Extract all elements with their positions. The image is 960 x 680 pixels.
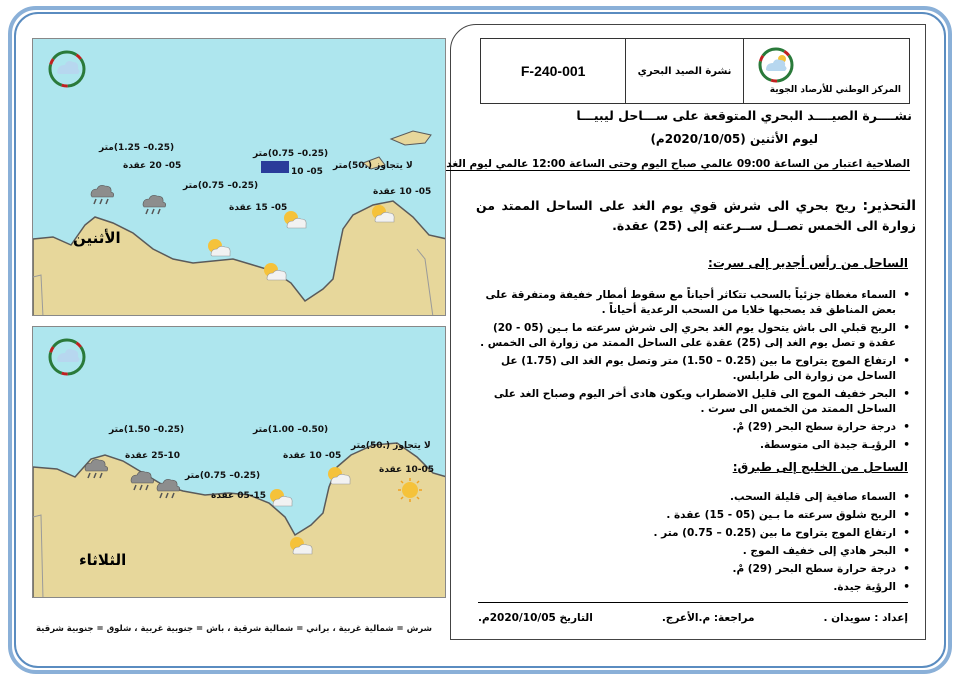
- partly-cloudy-icon: [367, 201, 397, 227]
- east-wind-label: 05- 10 عقدة: [373, 187, 432, 197]
- partly-cloudy-icon: [285, 533, 315, 559]
- partly-cloudy-icon: [323, 463, 353, 489]
- forecast-map-monday: [32, 38, 446, 316]
- list-item: • الرؤيـة جيدة الى متوسطة.: [480, 438, 910, 453]
- east-wave-label: لا يتجاوز (.50)متر: [333, 161, 413, 171]
- west-wave-label: (0.25– 1.25)متر: [99, 143, 175, 153]
- gulf-wave-label: (0.25– 0.75)متر: [183, 181, 259, 191]
- east-wave-label: لا يتجاوز (.50)متر: [351, 441, 431, 451]
- list-item: • درجة حرارة سطح البحر (29) مْ.: [480, 420, 910, 435]
- bulletin-title: نشــــرة الصيــــد البحري المتوقعة على ســـاحل ليبيـــا: [576, 108, 912, 123]
- bulletin-date: ليوم الأثنين (2020/10/05م): [650, 132, 818, 146]
- list-item: • السماء مغطاة جزئياً بالسحب تتكاثر أحياناً مع سقوط أمطار خفيفة ومتفرقة على بعض المناطق قد يصحبها خلايا من السحب الرعدية أحياناً .: [480, 288, 910, 318]
- list-item: • الريح شلوق سرعته ما بـين (05 - 15) عقدة .: [480, 508, 910, 523]
- org-logo-small: [47, 49, 87, 89]
- list-item: • ارتفاع الموج يتراوح ما بين (0.25 – 1.50) متر وتصل يوم الغد الى (1.75) عل الساحل من زوارة الى طرابلس.: [480, 354, 910, 384]
- warning-block: [476, 196, 916, 236]
- gulf-wave-label: (0.25– 0.75)متر: [185, 471, 261, 481]
- org-logo-icon: [754, 45, 798, 85]
- list-item: • السماء صافية إلى قليلة السحب.: [480, 490, 910, 505]
- footer-divider: [478, 602, 908, 603]
- west-wind-label: 05- 20 عقدة: [123, 161, 182, 171]
- section-heading-west: الساحل من رأس أجدير إلى سرت:: [708, 256, 908, 270]
- map-day-label: الأثنين: [73, 229, 121, 247]
- partly-cloudy-icon: [203, 235, 233, 261]
- sun-icon: [395, 477, 425, 503]
- west-wind-label: 25-10 عقدة: [125, 451, 181, 461]
- bulletin-name: نشرة الصيد البحري: [625, 39, 742, 103]
- list-item: • الرؤية جيدة.: [480, 580, 910, 595]
- partly-cloudy-icon: [265, 485, 295, 511]
- prepared-by: إعداد : سويدان .: [823, 612, 908, 624]
- partly-cloudy-icon: [259, 259, 289, 285]
- section-heading-east: الساحل من الخليج إلى طبرق:: [732, 460, 908, 474]
- rain-cloud-icon: [81, 455, 111, 481]
- org-logo-small: [47, 337, 87, 377]
- wind-direction-legend: شرش = شمالية غربية ، براني = شمالية شرقية ، باش = جنوبية غربية ، شلوق = جنوبية شرقية: [36, 624, 432, 634]
- list-item: • ارتفاع الموج يتراوح ما بين (0.25 – 0.75) متر .: [480, 526, 910, 541]
- east-wind-label: 10-05 عقدة: [379, 465, 435, 475]
- central-wind-label: 05- 10 عقدة: [283, 451, 342, 461]
- footer: [478, 612, 908, 624]
- reviewed-by: مراجعة: م.الأعرج.: [661, 612, 755, 624]
- gulf-wind-label: 05- 15 عقدة: [229, 203, 288, 213]
- central-wind-label: 05- 10: [291, 167, 323, 177]
- rain-cloud-icon: [153, 475, 183, 501]
- list-item: • درجة حرارة سطح البحر (29) مْ.: [480, 562, 910, 577]
- partly-cloudy-icon: [279, 207, 309, 233]
- header-table: [480, 38, 910, 104]
- rain-cloud-icon: [139, 191, 169, 217]
- list-item: • الريح قبلي الى باش يتحول يوم الغد بحري إلى شرش سرعته ما بـين (05 - 20) عقدة و تصل يوم الغد إلى (25) عقدة على الساحل الممتد من زوارة الى الخمس .: [480, 321, 910, 351]
- warning-heading: التحذير:: [862, 198, 916, 214]
- org-name: المركز الوطني للأرصاد الجوية: [769, 85, 901, 95]
- west-wave-label: (0.25– 1.50)متر: [109, 425, 185, 435]
- gulf-wind-label: 05-15 عقدة: [211, 491, 267, 501]
- list-item: • البحر هادي إلى خفيف الموج .: [480, 544, 910, 559]
- central-wave-label: (0.25– 0.75)متر: [253, 149, 329, 159]
- central-wave-label: (0.50– 1.00)متر: [253, 425, 329, 435]
- list-item: • البحر خفيف الموج الى قليل الاضطراب ويكون هادى أخر اليوم وصباح الغد على الساحل الممتد من الخمس الى سرت .: [480, 387, 910, 417]
- rain-cloud-icon: [87, 181, 117, 207]
- validity-line: الصلاحية اعتبار من الساعة 09:00 عالمي صباح اليوم وحتى الساعة 12:00 عالمي ليوم الغد: [446, 158, 910, 170]
- form-code: F-240-001: [520, 63, 586, 79]
- section-list-west: [480, 288, 910, 456]
- issue-date: التاريخ 2020/10/05م.: [478, 612, 593, 624]
- section-list-east: [480, 490, 910, 598]
- forecast-map-tuesday: [32, 326, 446, 598]
- central-hatch-zone: [261, 161, 289, 173]
- warning-text: ريح بحري الى شرش قوي يوم الغد على الساحل الممتد من زوارة الى الخمس تصــل ســرعته إلى (25) عقدة.: [476, 198, 916, 233]
- libya-land-shape: [33, 39, 446, 316]
- org-cell: [743, 39, 909, 103]
- map-day-label: الثلاثاء: [79, 551, 127, 569]
